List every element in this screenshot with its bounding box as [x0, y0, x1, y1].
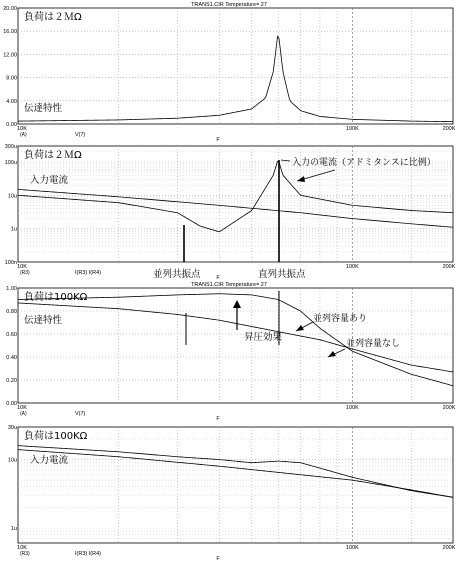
x-tick-label: 10K — [17, 545, 27, 551]
x-axis-label: F — [216, 275, 220, 281]
trace-id: (A) — [20, 132, 27, 138]
probe-label: I(R3) I(R4) — [75, 551, 101, 557]
y-tick-label: 1.00 — [6, 286, 17, 292]
boost-arrow-head — [233, 300, 241, 308]
y-tick-label: 0.40 — [6, 355, 17, 361]
arrow-line — [281, 160, 290, 161]
arrow-head — [328, 351, 336, 357]
panel-box-label: 負荷は100KΩ — [24, 431, 88, 442]
arrow-head — [297, 176, 305, 182]
probe-label: I(R3) I(R4) — [75, 270, 101, 276]
y-tick-label: 100n — [4, 260, 17, 266]
y-tick-label: 1u — [10, 226, 17, 233]
annotation-text: 並列容量なし — [346, 339, 401, 349]
y-tick-label: 30u — [7, 425, 17, 431]
x-axis-label: F — [216, 556, 220, 562]
x-tick-label: 100K — [345, 126, 359, 132]
y-tick-label: 300u — [4, 144, 17, 150]
y-tick-label: 8.00 — [6, 75, 17, 82]
probe-label: V(7) — [75, 411, 86, 417]
y-tick-label: 1u — [10, 525, 17, 532]
y-tick-label: 0.80 — [6, 309, 17, 315]
y-tick-label: 20.00 — [3, 6, 17, 12]
y-tick-label: 0.00 — [6, 401, 17, 407]
annotation-text: 昇圧効果 — [244, 332, 283, 343]
x-tick-label: 100K — [345, 264, 359, 270]
x-tick-label: 200K — [442, 264, 456, 270]
panel-box-label: 負荷は２ＭΩ — [24, 150, 82, 161]
y-tick-label: 4.00 — [6, 98, 17, 105]
series-line-1 — [18, 303, 453, 372]
panel-header: TRANS1.CIR Temperature= 27 — [191, 282, 267, 288]
x-tick-label: 10K — [17, 126, 27, 132]
panel-p3 — [6, 282, 455, 422]
panel-header: TRANS1.CIR Temperature= 27 — [191, 2, 267, 8]
panel-box-label: 負荷は２ＭΩ — [24, 12, 82, 23]
series-line-0 — [18, 446, 453, 498]
panel-p4 — [8, 425, 456, 562]
y-tick-label: 0.00 — [6, 122, 17, 128]
y-tick-label: 100u — [4, 159, 17, 166]
x-tick-label: 10K — [17, 405, 27, 411]
x-tick-label: 100K — [345, 545, 359, 551]
trace-id: (A) — [20, 411, 27, 417]
x-tick-label: 200K — [442, 405, 456, 411]
x-tick-label: 100K — [345, 405, 359, 411]
annotation-text: 入力電流 — [30, 455, 69, 466]
series-line-1 — [18, 450, 453, 498]
y-tick-label: 10u — [7, 193, 17, 200]
y-tick-label: 0.60 — [6, 332, 17, 338]
annotation-text: 入力電流 — [30, 175, 69, 186]
trace-id: (R3) — [20, 551, 30, 557]
x-tick-label: 200K — [442, 126, 456, 132]
probe-label: V(7) — [75, 132, 86, 138]
y-tick-label: 12.00 — [3, 52, 17, 59]
series-line-0 — [18, 36, 453, 121]
x-axis-label: F — [216, 416, 220, 422]
panel-p1 — [3, 2, 456, 143]
annotation-text: 並列容量あり — [313, 314, 368, 324]
x-tick-label: 200K — [442, 545, 456, 551]
plot-frame — [18, 8, 453, 124]
y-tick-label: 16.00 — [3, 29, 17, 36]
annotation-text: 入力の電流（アドミタンスに比例） — [292, 158, 436, 168]
annotation-text: 直列共振点 — [258, 269, 306, 280]
y-tick-label: 10u — [7, 457, 17, 464]
panel-box-label: 負荷は100KΩ — [24, 292, 88, 303]
annotation-text: 伝達特性 — [24, 315, 63, 326]
y-tick-label: 0.20 — [6, 378, 17, 384]
x-tick-label: 10K — [17, 264, 27, 270]
annotation-text: 並列共振点 — [153, 269, 201, 280]
x-axis-label: F — [216, 137, 220, 143]
annotation-text: 伝達特性 — [24, 103, 63, 114]
arrow-head — [296, 325, 304, 331]
trace-id: (R3) — [20, 270, 30, 276]
